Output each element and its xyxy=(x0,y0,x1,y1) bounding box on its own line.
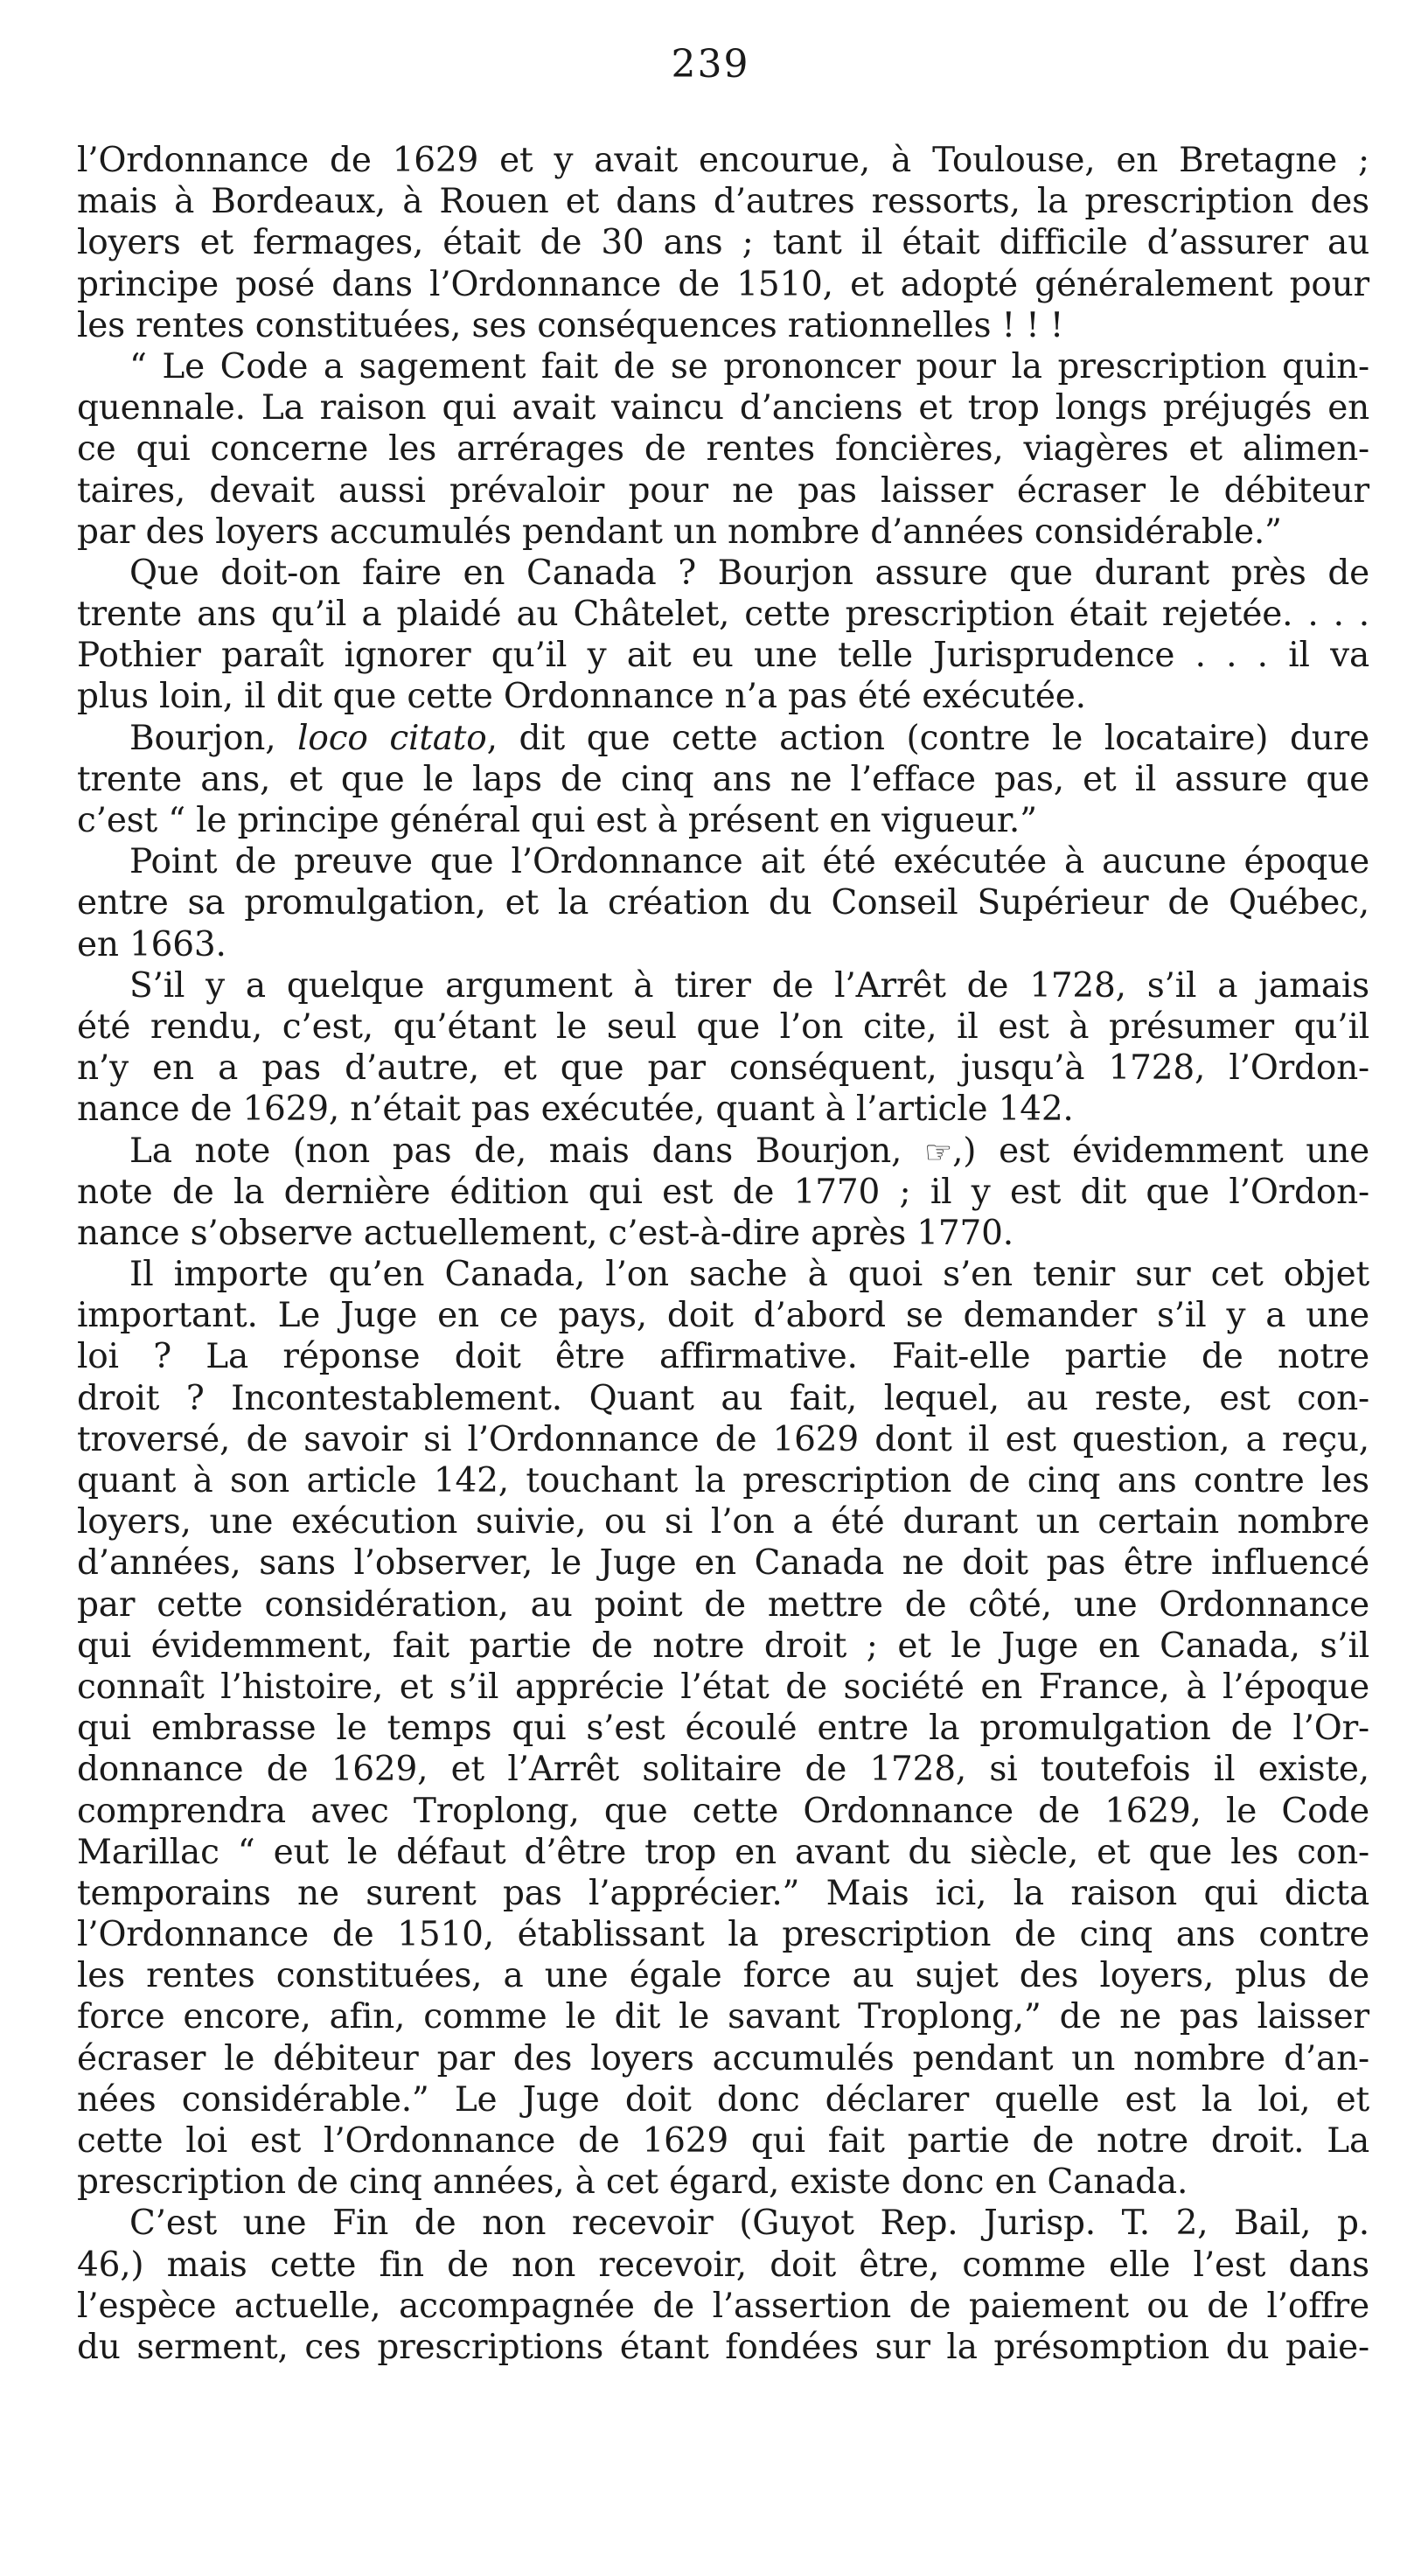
text-line: écraser le débiteur par des loyers accumulés pendant un nombre d’an- xyxy=(77,2038,1369,2078)
text-line: principe posé dans l’Ordonnance de 1510, et adopté généralement pour xyxy=(77,264,1369,304)
text-line: l’Ordonnance de 1629 et y avait encourue, à Toulouse, en Bretagne ; xyxy=(77,141,1369,180)
text-line: par cette considération, au point de mettre de côté, une Ordonnance xyxy=(77,1584,1369,1625)
text-line: du serment, ces prescriptions étant fondées sur la présomption du paie- xyxy=(77,2327,1369,2367)
text-line: force encore, afin, comme le dit le savant Troplong,” de ne pas laisser xyxy=(77,1997,1369,2037)
text-line: qui embrasse le temps qui s’est écoulé entre la promulgation de l’Or- xyxy=(77,1709,1369,1749)
text-line: Marillac “ eut le défaut d’être trop en avant du siècle, et que les con- xyxy=(77,1832,1369,1872)
text-line: S’il y a quelque argument à tirer de l’Arrêt de 1728, s’il a jamais xyxy=(129,965,1369,1006)
text-line: par des loyers accumulés pendant un nombre d’années considérable.” xyxy=(77,512,1282,552)
text-line xyxy=(77,718,1369,759)
text-line: quennale. La raison qui avait vaincu d’anciens et trop longs préjugés en xyxy=(77,388,1369,428)
text-line: cette loi est l’Ordonnance de 1629 qui fait partie de notre droit. La xyxy=(77,2121,1369,2161)
text-line: temporains ne surent pas l’apprécier.” Mais ici, la raison qui dicta xyxy=(77,1873,1369,1913)
text-line: nance s’observe actuellement, c’est-à-dire après 1770. xyxy=(77,1213,1014,1253)
text-line: important. Le Juge en ce pays, doit d’abord se demander s’il y a une xyxy=(77,1296,1369,1336)
text-line: c’est “ le principe général qui est à présent en vigueur.” xyxy=(77,801,1037,840)
text-line: comprendra avec Troplong, que cette Ordonnance de 1629, le Code xyxy=(77,1791,1369,1831)
text-line: d’années, sans l’observer, le Juge en Canada ne doit pas être influencé xyxy=(77,1543,1369,1584)
text-line: loyers et fermages, était de 30 ans ; tant il était difficile d’assurer au xyxy=(77,223,1369,263)
text-line: prescription de cinq années, à cet égard, existe donc en Canada. xyxy=(77,2162,1188,2203)
text-line: droit ? Incontestablement. Quant au fait, lequel, au reste, est con- xyxy=(77,1378,1369,1418)
text-line: mais à Bordeaux, à Rouen et dans d’autres ressorts, la prescription des xyxy=(77,182,1369,222)
text-line: en 1663. xyxy=(77,924,226,964)
text-line: les rentes constituées, ses conséquences rationnelles ! ! ! xyxy=(77,305,1064,345)
text-line: donnance de 1629, et l’Arrêt solitaire de 1728, si toutefois il existe, xyxy=(77,1750,1369,1790)
text-line: quant à son article 142, touchant la prescription de cinq ans contre les xyxy=(77,1461,1369,1500)
text-segment: , dit que cette action (contre le locataire) dure xyxy=(486,718,1369,758)
text-line: Que doit-on faire en Canada ? Bourjon assure que durant près de xyxy=(129,553,1369,593)
pointing-hand-icon: ☞ xyxy=(924,1134,953,1171)
text-line: loyers, une exécution suivie, ou si l’on a été durant un certain nombre xyxy=(77,1502,1369,1542)
text-line: l’espèce actuelle, accompagnée de l’assertion de paiement ou de l’offre xyxy=(77,2286,1369,2326)
text-line: les rentes constituées, a une égale force au sujet des loyers, plus de xyxy=(77,1956,1369,1996)
text-line: nées considérable.” Le Juge doit donc déclarer quelle est la loi, et xyxy=(77,2079,1369,2120)
text-line: note de la dernière édition qui est de 1770 ; il y est dit que l’Ordon- xyxy=(77,1172,1369,1212)
text-segment: Bourjon, xyxy=(129,718,298,758)
text-line: l’Ordonnance de 1510, établissant la prescription de cinq ans contre xyxy=(77,1915,1369,1955)
text-line: Point de preuve que l’Ordonnance ait été exécutée à aucune époque xyxy=(129,842,1369,882)
page-number: 239 xyxy=(671,42,750,87)
text-line: qui évidemment, fait partie de notre droit ; et le Juge en Canada, s’il xyxy=(77,1626,1369,1666)
text-segment: La note (non pas de, mais dans Bourjon, xyxy=(129,1131,925,1171)
text-line: 46,) mais cette fin de non recevoir, doit être, comme elle l’est dans xyxy=(77,2245,1369,2285)
text-line: plus loin, il dit que cette Ordonnance n’a pas été exécutée. xyxy=(77,677,1086,717)
text-line xyxy=(77,1131,1369,1172)
text-segment: ,) est évidemment une xyxy=(952,1131,1369,1171)
text-line: C’est une Fin de non recevoir (Guyot Rep. Jurisp. T. 2, Bail, p. xyxy=(129,2204,1369,2244)
italic-citation: loco citato xyxy=(297,718,487,758)
text-line: n’y en a pas d’autre, et que par conséquent, jusqu’à 1728, l’Ordon- xyxy=(77,1048,1369,1089)
text-line: été rendu, c’est, qu’étant le seul que l’on cite, il est à présumer qu’il xyxy=(77,1006,1369,1047)
text-line: nance de 1629, n’était pas exécutée, quant à l’article 142. xyxy=(77,1090,1074,1130)
text-line: Pothier paraît ignorer qu’il y ait eu une telle Jurisprudence . . . il va xyxy=(77,636,1369,676)
text-line: trente ans qu’il a plaidé au Châtelet, cette prescription était rejetée. . . . xyxy=(77,595,1369,635)
text-line: ce qui concerne les arrérages de rentes foncières, viagères et alimen- xyxy=(77,429,1369,470)
text-line: connaît l’histoire, et s’il apprécie l’état de société en France, à l’époque xyxy=(77,1667,1369,1707)
text-line: Il importe qu’en Canada, l’on sache à quoi s’en tenir sur cet objet xyxy=(129,1255,1369,1295)
text-line: troversé, de savoir si l’Ordonnance de 1629 dont il est question, a reçu, xyxy=(77,1419,1369,1459)
body-text xyxy=(77,140,1369,2368)
text-line: entre sa promulgation, et la création du Conseil Supérieur de Québec, xyxy=(77,883,1369,923)
text-line: trente ans, et que le laps de cinq ans ne l’efface pas, et il assure que xyxy=(77,759,1369,799)
text-line: taires, devait aussi prévaloir pour ne pas laisser écraser le débiteur xyxy=(77,470,1369,511)
text-line: “ Le Code a sagement fait de se prononcer pour la prescription quin- xyxy=(129,346,1369,386)
text-line: loi ? La réponse doit être affirmative. Fait-elle partie de notre xyxy=(77,1337,1369,1377)
